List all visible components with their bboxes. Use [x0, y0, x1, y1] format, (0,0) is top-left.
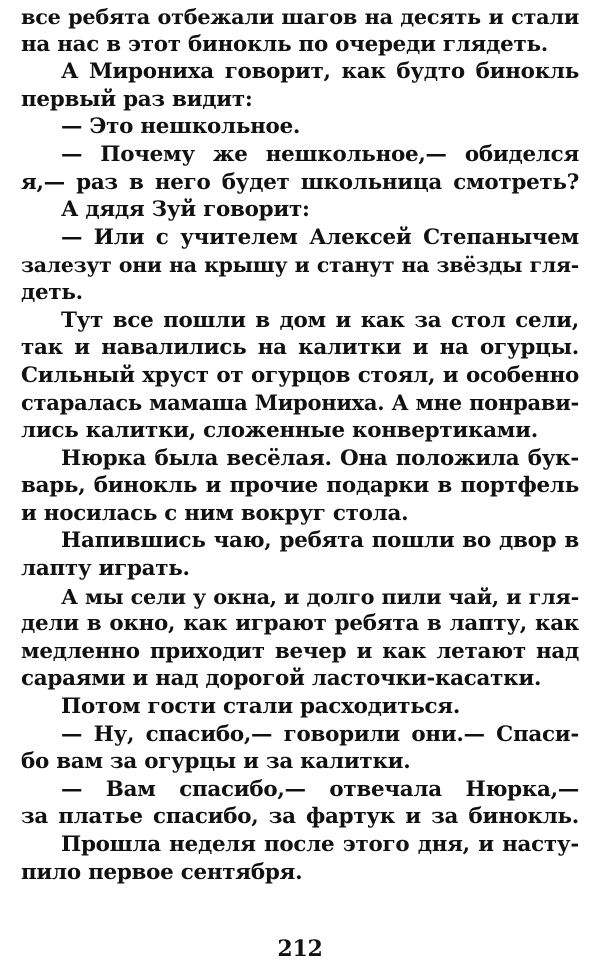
text-line: старалась мамаша Мирониха. А мне понрави- [21, 390, 579, 416]
text-line: все ребята отбежали шагов на десять и стали [21, 4, 579, 29]
text-line: Прошла неделя после этого дня, и насту- [61, 832, 579, 857]
text-line: А мы сели у окна, и долго пили чай, и гля- [61, 583, 579, 609]
text-line: за платье спасибо, за фартук и за бинокль. [21, 804, 579, 830]
text-line: Нюрка была весёлая. Она положила бук- [61, 445, 579, 471]
text-line: — Ну, спасибо,— говорили они.— Спаси- [61, 721, 579, 747]
text-line: бо вам за огурцы и за калитки. [21, 749, 411, 775]
text-line: — Или с учителем Алексей Степанычем [61, 224, 579, 250]
text-line: и носилась с ним вокруг стола. [21, 500, 409, 526]
text-line: — Вам спасибо,— отвечала Нюрка,— [61, 776, 579, 802]
text-line: пило первое сентября. [21, 859, 303, 885]
text-line: лись калитки, сложенные конвертиками. [21, 418, 538, 443]
text-line: Потом гости стали расходиться. [61, 694, 461, 719]
text-line: лапту играть. [21, 556, 190, 581]
text-line: Напившись чаю, ребята пошли во двор в [61, 528, 579, 554]
text-line: А дядя Зуй говорит: [61, 197, 310, 223]
text-line: варь, бинокль и прочие подарки в портфель [21, 473, 579, 499]
text-line: деть. [21, 280, 83, 305]
text-line: так и навалились на калитки и на огурцы. [21, 335, 579, 361]
page-number: 212 [277, 936, 323, 962]
text-line: — Почему же нешкольное,— обиделся [61, 142, 579, 167]
text-line: А Мирониха говорит, как будто бинокль [61, 59, 579, 85]
text-line: сараями и над дорогой ласточки-касатки. [21, 666, 542, 692]
text-line: первый раз видит: [21, 86, 253, 112]
text-line: я,— раз в него будет школьница смотреть? [21, 169, 579, 195]
text-line: на нас в этот бинокль по очереди глядеть. [21, 31, 548, 57]
text-line: Тут все пошли в дом и как за стол сели, [61, 307, 579, 333]
text-line: медленно приходит вечер и как летают над [21, 638, 579, 664]
text-line: залезут они на крышу и станут на звёзды гля- [21, 253, 579, 278]
text-line: дели в окно, как играют ребята в лапту, как [21, 611, 579, 637]
text-line: — Это нешкольное. [61, 114, 301, 140]
text-line: Сильный хруст от огурцов стоял, и особенно [21, 362, 579, 388]
